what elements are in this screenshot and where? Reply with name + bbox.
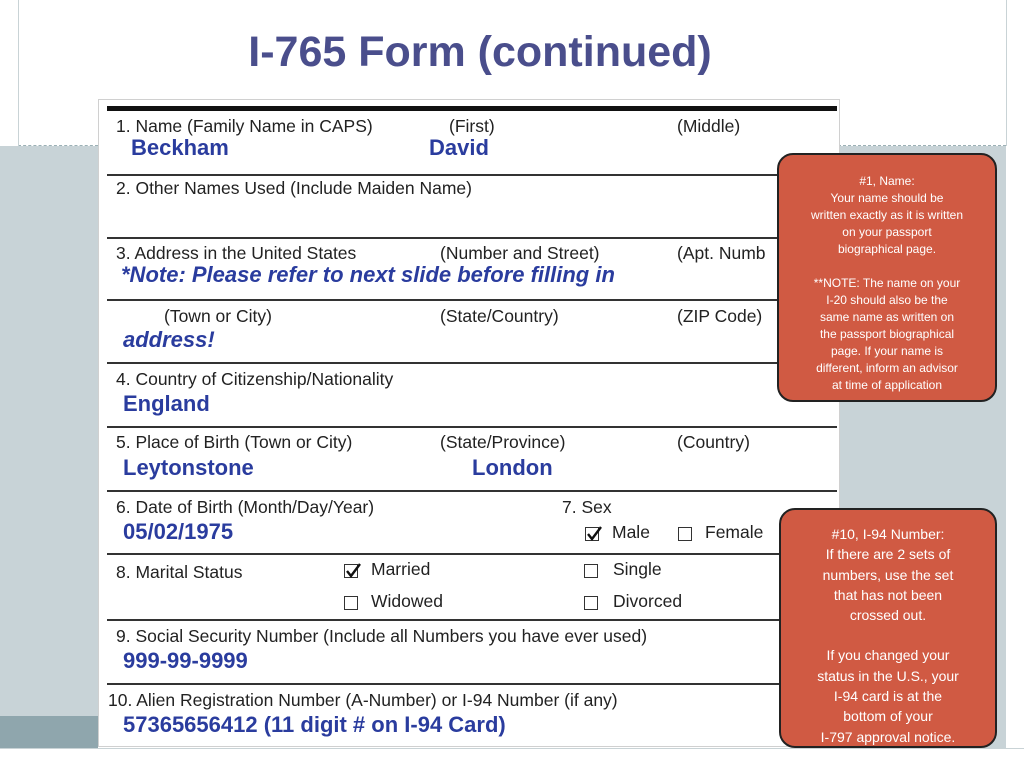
field9-label: 9. Social Security Number (Include all Numbers you have ever used) (116, 626, 648, 646)
field5-place-label: 5. Place of Birth (Town or City) (116, 432, 353, 452)
callout-i94-line: numbers, use the set (822, 566, 954, 583)
callout-name-line: on your passport (842, 225, 932, 239)
form-rule-6 (107, 490, 837, 492)
field5-state-value: London (472, 455, 553, 480)
slide-frame-bottom (0, 748, 1024, 769)
callout-spacer (789, 625, 987, 645)
checkmark-icon (585, 524, 605, 544)
field8-divorced-label: Divorced (613, 591, 683, 611)
field5-country-label: (Country) (677, 432, 750, 452)
form-rule-5 (107, 426, 837, 428)
field1-family-value: Beckham (131, 135, 229, 160)
callout-name-line: written exactly as it is written (810, 208, 964, 222)
callout-name-line: Your name should be (830, 191, 944, 205)
field8-widowed-checkbox[interactable] (344, 596, 358, 610)
field3-address-label: 3. Address in the United States (116, 243, 357, 263)
field1-name-label: 1. Name (Family Name in CAPS) (116, 116, 373, 136)
callout-name-line: different, inform an advisor (816, 361, 958, 375)
callout-name-line: the passport biographical (819, 327, 955, 341)
callout-name-line: **NOTE: The name on your (813, 276, 961, 290)
field1-middle-label: (Middle) (677, 116, 741, 136)
field7-male-label: Male (612, 522, 650, 542)
callout-i94-line: bottom of your (843, 708, 933, 725)
field7-female-checkbox[interactable] (678, 527, 692, 541)
field10-label: 10. Alien Registration Number (A-Number) or I-94 Number (if any) (108, 690, 618, 710)
field3-zip-label: (ZIP Code) (677, 306, 763, 326)
field2-label: 2. Other Names Used (Include Maiden Name) (116, 178, 472, 198)
field3-street-label: (Number and Street) (440, 243, 600, 263)
callout-name-line: page. If your name is (830, 344, 944, 358)
form-top-rule (107, 106, 837, 111)
field8-married-label: Married (371, 559, 431, 579)
form-rule-4 (107, 362, 837, 364)
form-rule-9 (107, 683, 837, 685)
field5-state-label: (State/Province) (440, 432, 566, 452)
field8-single-checkbox[interactable] (584, 564, 598, 578)
i765-form (98, 99, 840, 747)
field9-value: 999-99-9999 (123, 648, 248, 673)
callout-name-line: at time of application (831, 378, 943, 392)
field4-label: 4. Country of Citizenship/Nationality (116, 369, 394, 389)
slide-side-band-left (0, 146, 98, 766)
field1-first-value: David (429, 135, 489, 160)
field4-value: England (123, 391, 210, 416)
field6-label: 6. Date of Birth (Month/Day/Year) (116, 497, 375, 517)
callout-i94-line: #10, I-94 Number: (831, 526, 945, 542)
callout-i94-line: I-94 card is at the (833, 688, 943, 705)
callout-i94-note (779, 508, 997, 748)
callout-i94-line: crossed out. (849, 607, 927, 624)
field7-female-label: Female (705, 522, 764, 542)
callout-name-line: #1, Name: (859, 174, 915, 188)
form-rule-2 (107, 237, 837, 239)
field7-male-checkbox[interactable] (585, 527, 599, 541)
field8-label: 8. Marital Status (116, 562, 243, 582)
field8-married-checkbox[interactable] (344, 564, 358, 578)
slide-frame-right (1006, 0, 1024, 146)
slide-title: I-765 Form (continued) (248, 28, 712, 76)
callout-spacer (789, 258, 985, 275)
field10-value: 57365656412 (11 digit # on I-94 Card) (123, 712, 506, 737)
field7-label: 7. Sex (562, 497, 612, 517)
field8-widowed-label: Widowed (371, 591, 443, 611)
field3-apt-label: (Apt. Numb (677, 243, 766, 263)
callout-name-line: biographical page. (837, 242, 937, 256)
callout-i94-line: If you changed your (826, 647, 950, 664)
field3-note-line1: *Note: Please refer to next slide before filling in (121, 262, 615, 287)
form-rule-7 (107, 553, 837, 555)
checkmark-icon (344, 561, 364, 581)
callout-name-line: I-20 should also be the (826, 293, 948, 307)
callout-i94-line: that has not been (833, 586, 943, 603)
field1-first-label: (First) (449, 116, 495, 136)
slide-divider-right (838, 145, 1006, 146)
callout-i94-line: I-797 approval notice. (820, 728, 956, 745)
field3-note-line2: address! (123, 327, 215, 352)
callout-name-line: same name as written on (819, 310, 955, 324)
callout-i94-line: If there are 2 sets of (825, 546, 951, 563)
slide-divider-left (18, 145, 98, 146)
field8-divorced-checkbox[interactable] (584, 596, 598, 610)
form-rule-3 (107, 299, 837, 301)
field8-single-label: Single (613, 559, 662, 579)
field3-town-label: (Town or City) (164, 306, 272, 326)
field6-value: 05/02/1975 (123, 519, 234, 544)
form-rule-8 (107, 619, 837, 621)
field5-town-value: Leytonstone (123, 455, 254, 480)
field3-state-label: (State/Country) (440, 306, 559, 326)
callout-i94-line: status in the U.S., your (817, 667, 959, 684)
callout-name-note (777, 153, 997, 402)
form-rule-1 (107, 174, 837, 176)
